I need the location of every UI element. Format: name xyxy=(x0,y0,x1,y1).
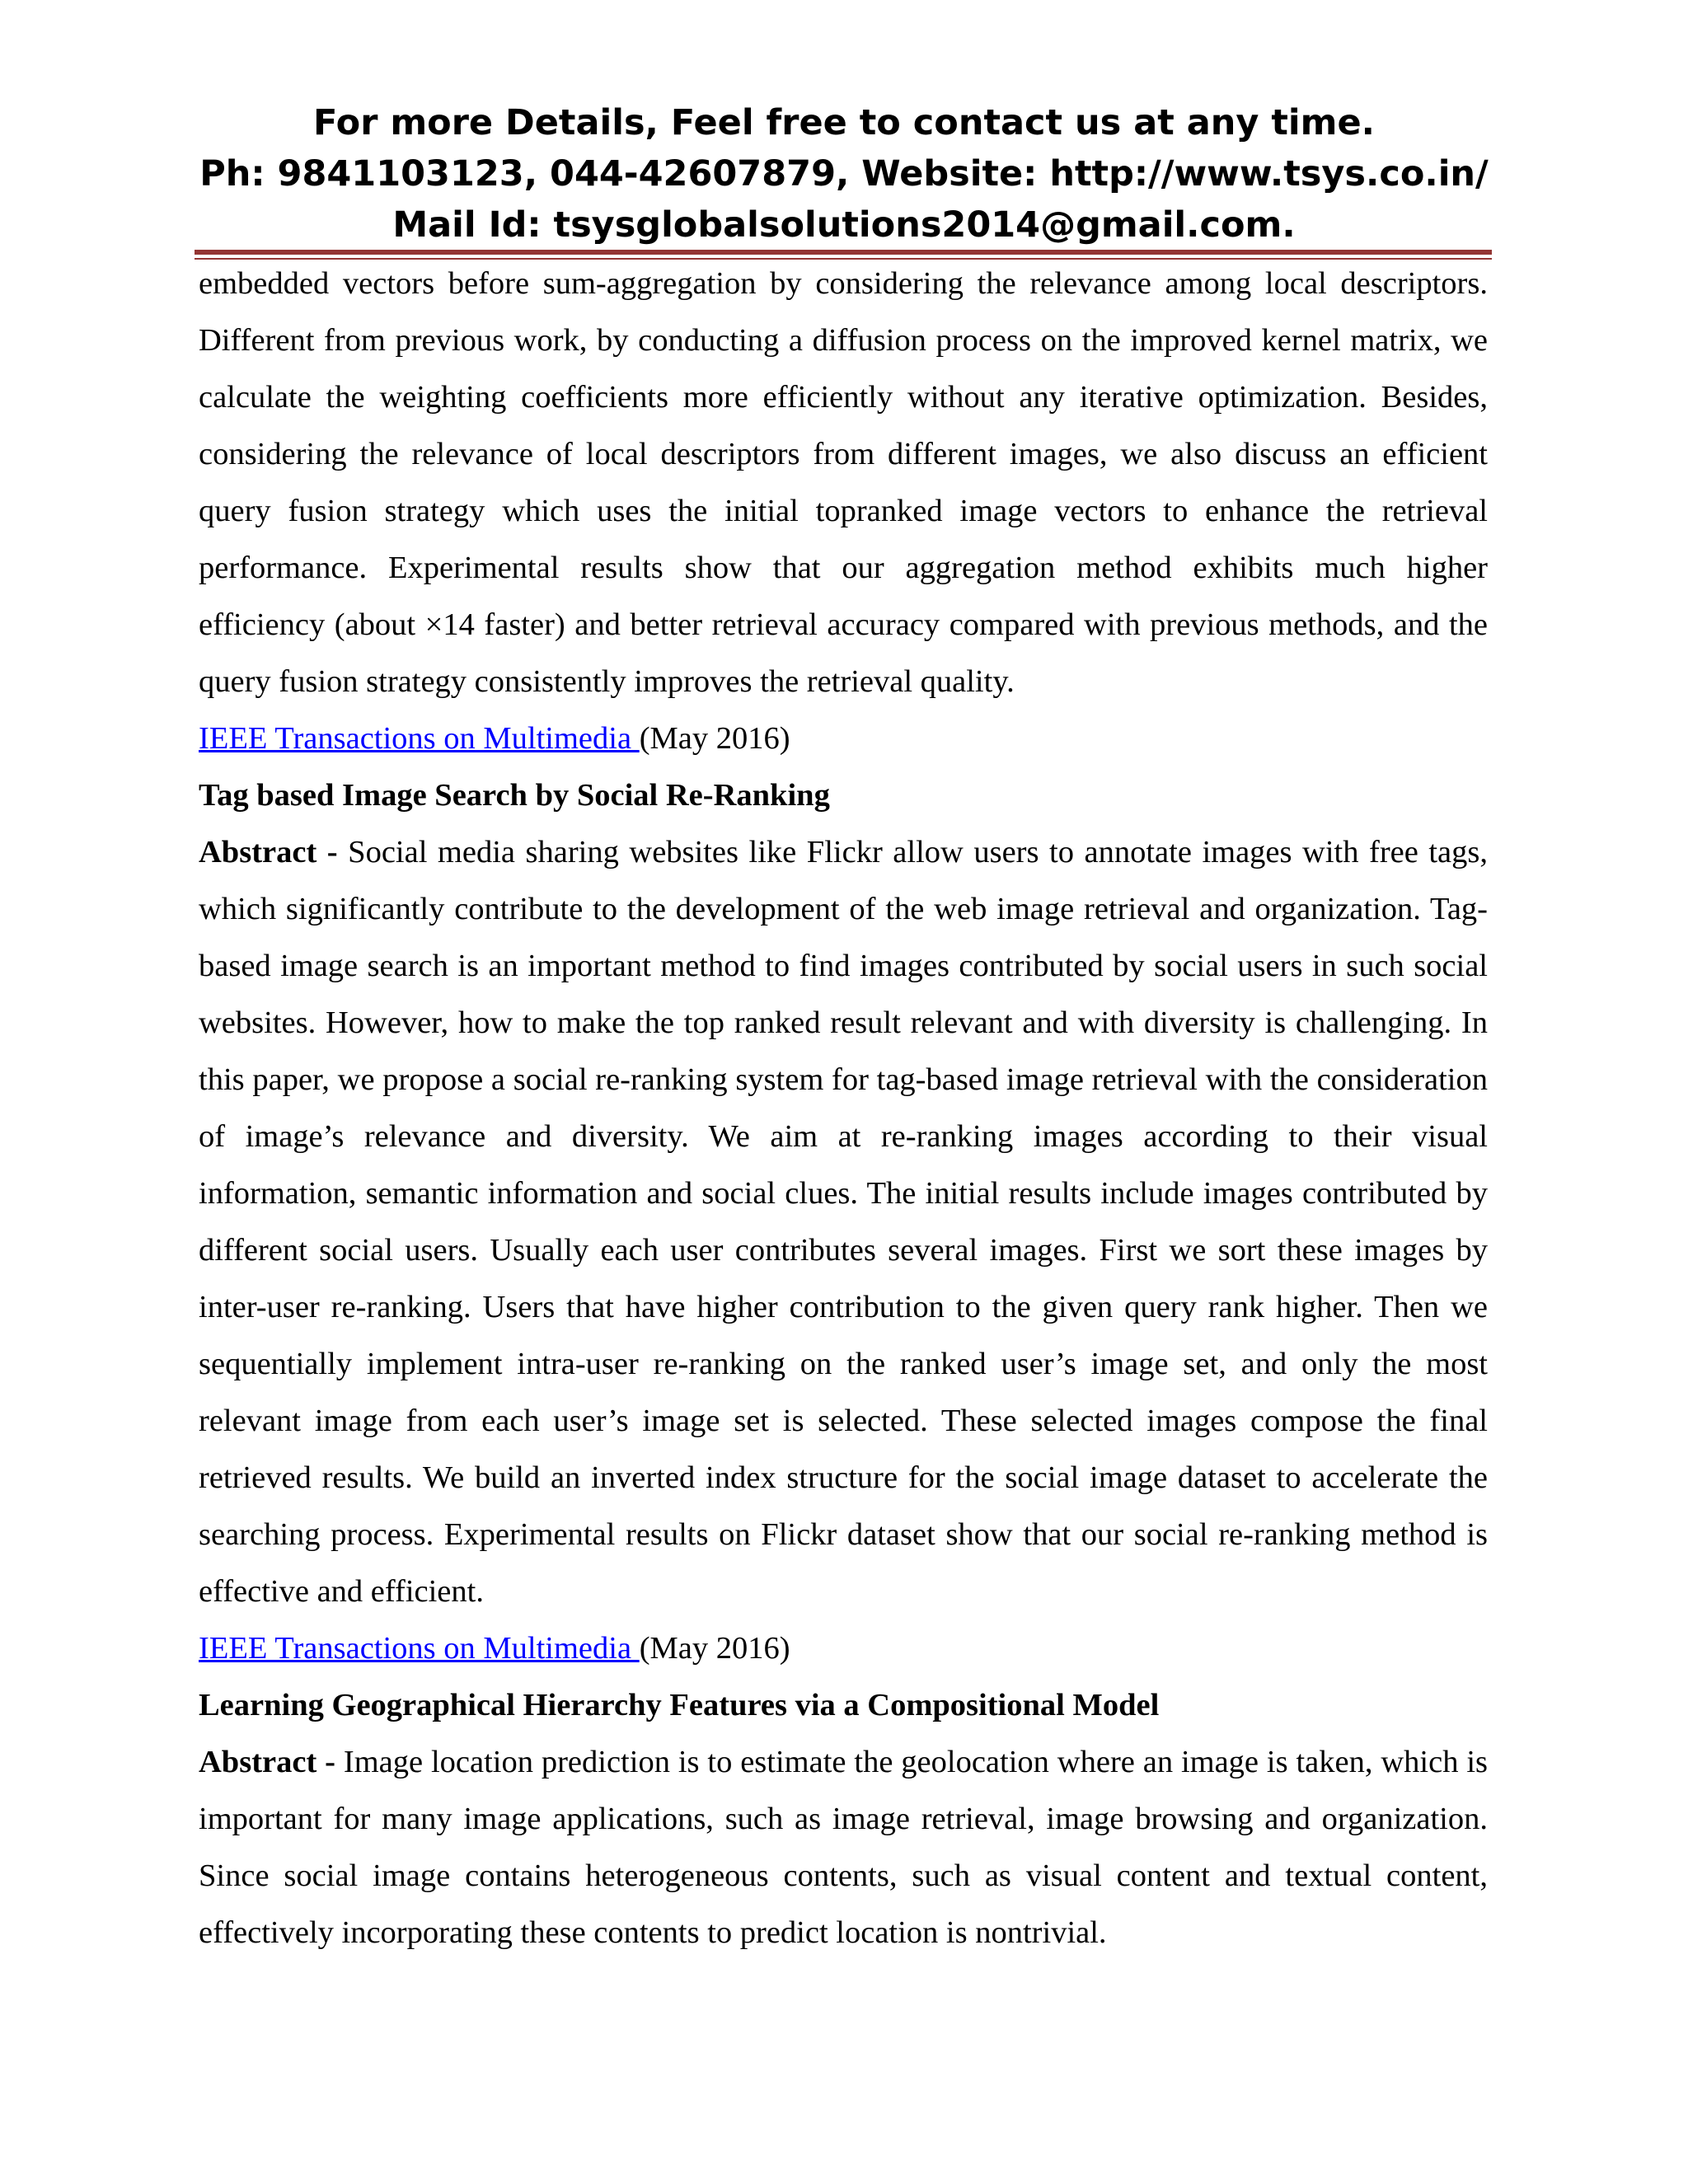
journal-reference-1 xyxy=(199,710,1488,767)
abstract-text-2: Image location prediction is to estimate the geolocation where an image is taken, which is important for many image applications, such as image retrieval, image browsing and organization. Since social image contains heterogeneous contents, such as visual content and textual content, effectively incorporating these contents to predict location is nontrivial. xyxy=(199,1745,1489,1950)
journal-date-2: (May 2016) xyxy=(639,1631,790,1666)
header-contact-line: For more Details, Feel free to contact us at any time. xyxy=(313,102,1375,143)
header-divider-thick xyxy=(195,250,1492,255)
header-phone-website-line: Ph: 9841103123, 044-42607879, Website: http://www.tsys.co.in/ xyxy=(199,153,1489,194)
journal-date-1: (May 2016) xyxy=(639,721,790,756)
paper-title-1: Tag based Image Search by Social Re-Ranking xyxy=(199,778,830,813)
paper-title-2: Learning Geographical Hierarchy Features via a Compositional Model xyxy=(199,1688,1160,1722)
document-body xyxy=(199,255,1488,1961)
journal-link-1[interactable]: IEEE Transactions on Multimedia xyxy=(199,721,640,756)
journal-reference-2 xyxy=(199,1620,1488,1677)
intro-paragraph: embedded vectors before sum-aggregation by considering the relevance among local descriptors. Different from previous work, by conducting a diffusion process on the improved kernel matrix, we calculate the weighting coefficients more efficiently without any iterative optimization. Besides, considering the relevance of local descriptors from different images, we also discuss an efficient query fusion strategy which uses the initial topranked image vectors to enhance the retrieval performance. Experimental results show that our aggregation method exhibits much higher efficiency (about ×14 faster) and better retrieval accuracy compared with previous methods, and the query fusion strategy consistently improves the retrieval quality. xyxy=(199,266,1488,699)
abstract-label-2: Abstract - xyxy=(199,1745,335,1779)
abstract-1 xyxy=(199,824,1488,1620)
abstract-2 xyxy=(199,1734,1488,1961)
abstract-text-1: Social media sharing websites like Flickr allow users to annotate images with free tags, which significantly contribute to the development of the web image retrieval and organization. Tag-based image search is an important method to find images contributed by social users in such social websites. However, how to make the top ranked result relevant and with diversity is challenging. In this paper, we propose a social re-ranking system for tag-based image retrieval with the consideration of image’s relevance and diversity. We aim at re-ranking images according to their visual information, semantic information and social clues. The initial results include images contributed by different social users. Usually each user contributes several images. First we sort these images by inter-user re-ranking. Users that have higher contribution to the given query rank higher. Then we sequentially implement intra-user re-ranking on the ranked user’s image set, and only the most relevant image from each user’s image set is selected. These selected images compose the final retrieved results. We build an inverted index structure for the social image dataset to accelerate the searching process. Experimental results on Flickr dataset show that our social re-ranking method is effective and efficient. xyxy=(199,835,1488,1609)
abstract-label-1: Abstract - xyxy=(199,835,338,869)
contact-header xyxy=(0,97,1688,251)
journal-link-2[interactable]: IEEE Transactions on Multimedia xyxy=(199,1631,640,1666)
header-email-line: Mail Id: tsysglobalsolutions2014@gmail.com. xyxy=(392,204,1296,246)
